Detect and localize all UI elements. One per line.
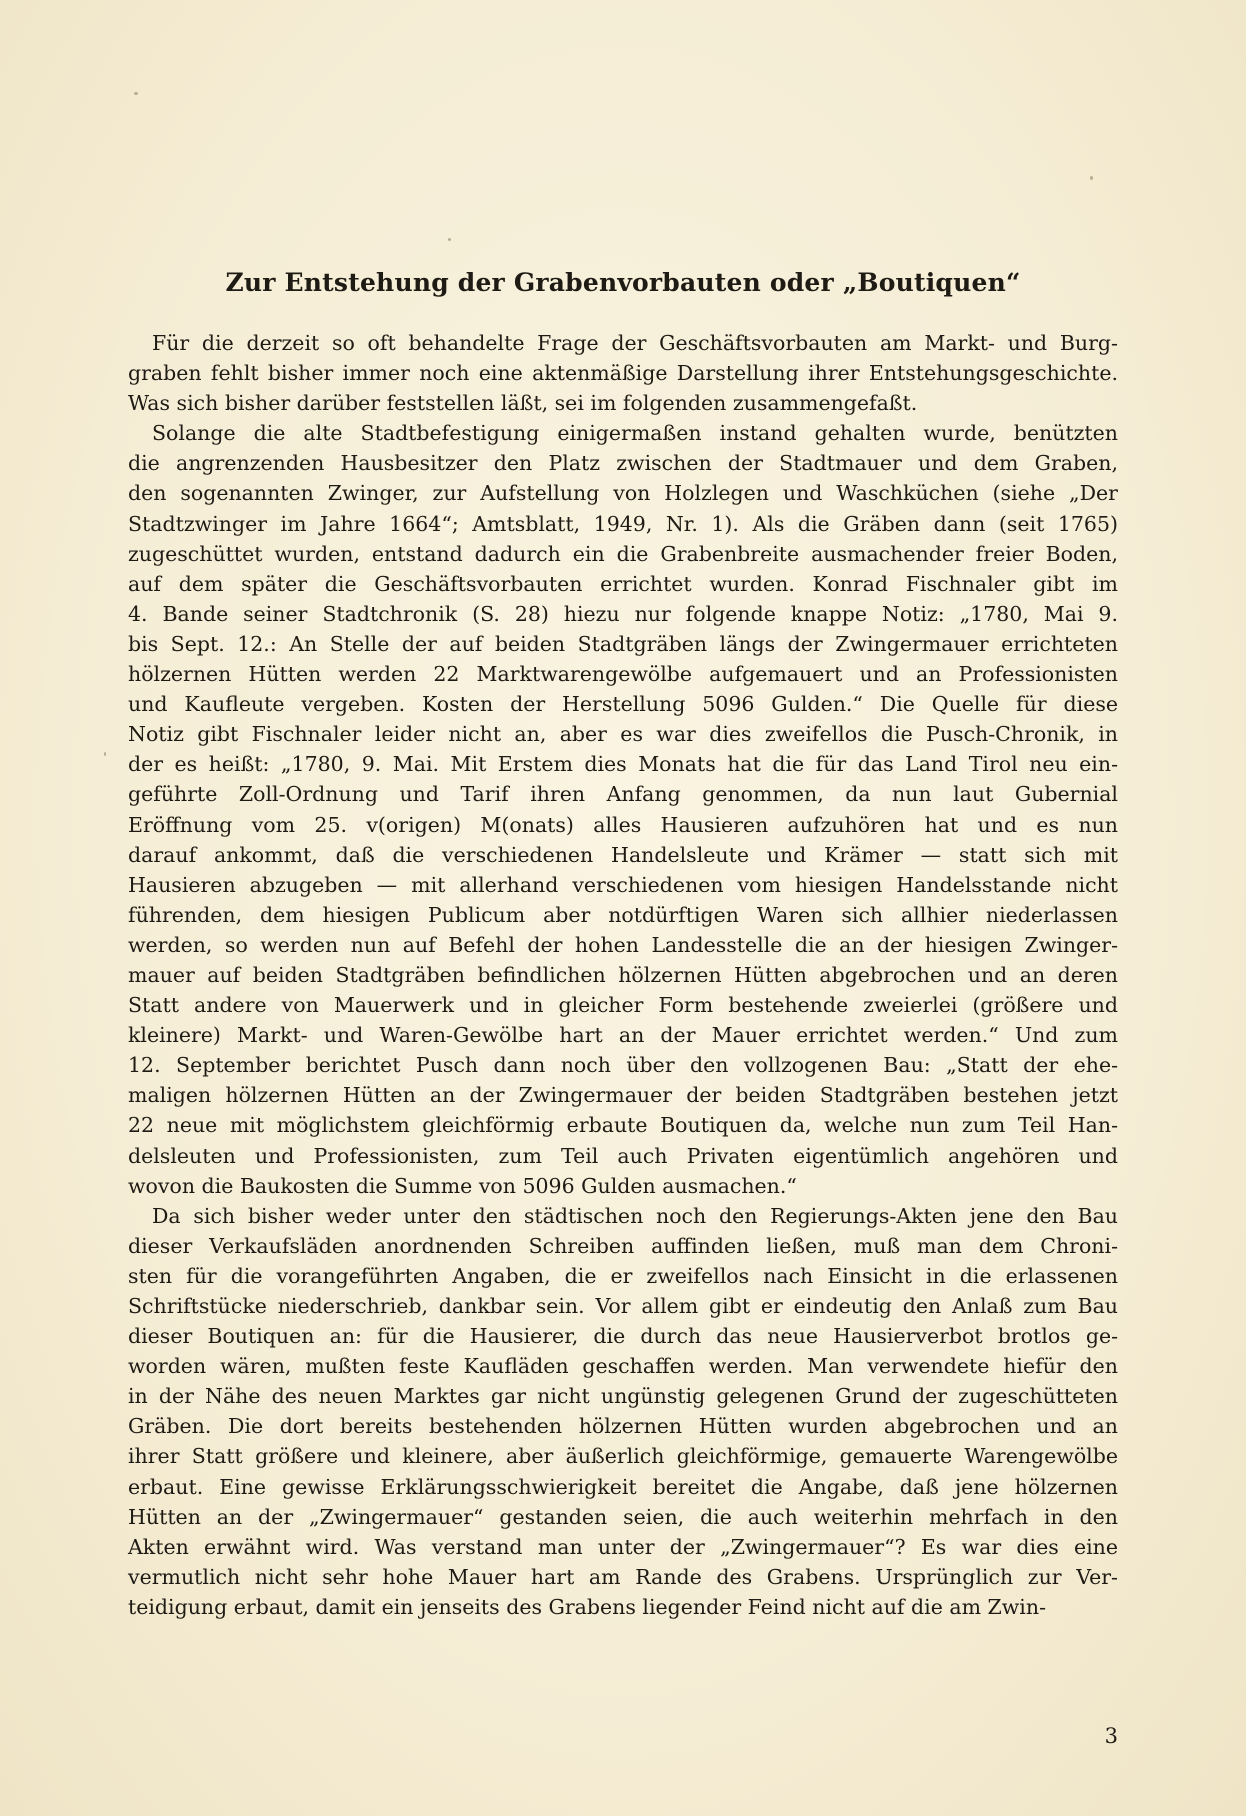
text-line: auf dem später die Geschäftsvorbauten errichtet wurden. Konrad Fischnaler gibt im bbox=[128, 571, 1118, 596]
page-number: 3 bbox=[1104, 1724, 1118, 1748]
text-line: Was sich bisher darüber feststellen läßt, sei im folgenden zusammengefaßt. bbox=[128, 391, 918, 416]
text-line: hölzernen Hütten werden 22 Marktwarengewölbe aufgemauert und an Professionisten bbox=[128, 662, 1118, 687]
text-line: delsleuten und Professionisten, zum Teil auch Privaten eigentümlich angehören und bbox=[128, 1143, 1118, 1168]
paragraph bbox=[128, 418, 1118, 1200]
text-line: Solange die alte Stadtbefestigung einigermaßen instand gehalten wurde, benützten bbox=[152, 421, 1118, 446]
text-line: Hütten an der „Zwingermauer“ gestanden seien, die auch weiterhin mehrfach in den bbox=[128, 1504, 1118, 1529]
text-line: dieser Verkaufsläden anordnenden Schreiben auffinden ließen, muß man dem Chroni- bbox=[128, 1233, 1118, 1258]
paragraph bbox=[128, 1201, 1118, 1622]
text-line: geführte Zoll-Ordnung und Tarif ihren Anfang genommen, da nun laut Gubernial bbox=[128, 782, 1118, 807]
text-line: 4. Bande seiner Stadtchronik (S. 28) hiezu nur folgende knappe Notiz: „1780, Mai 9. bbox=[128, 601, 1118, 626]
text-line: Stadtzwinger im Jahre 1664“; Amtsblatt, 1949, Nr. 1). Als die Gräben dann (seit 1765) bbox=[128, 511, 1118, 536]
text-line: sten für die vorangeführten Angaben, die er zweifellos nach Einsicht in die erlassenen bbox=[128, 1263, 1118, 1288]
text-line: Da sich bisher weder unter den städtischen noch den Regierungs-Akten jene den Bau bbox=[152, 1203, 1118, 1228]
text-line: zugeschüttet wurden, entstand dadurch ein die Grabenbreite ausmachender freier Boden, bbox=[128, 541, 1118, 566]
text-line: Akten erwähnt wird. Was verstand man unter der „Zwingermauer“? Es war dies eine bbox=[128, 1534, 1118, 1559]
paragraph bbox=[128, 328, 1118, 418]
text-line: wovon die Baukosten die Summe von 5096 Gulden ausmachen.“ bbox=[128, 1173, 797, 1198]
article-body bbox=[128, 328, 1118, 1622]
paper-speck bbox=[448, 238, 451, 241]
text-line: Notiz gibt Fischnaler leider nicht an, aber es war dies zweifellos die Pusch-Chronik, in bbox=[128, 722, 1118, 747]
paper-speck bbox=[1090, 176, 1093, 180]
paper-speck bbox=[134, 92, 138, 95]
text-line: graben fehlt bisher immer noch eine aktenmäßige Darstellung ihrer Entstehungsgeschichte. bbox=[128, 361, 1118, 386]
text-line: Für die derzeit so oft behandelte Frage der Geschäftsvorbauten am Markt- und Burg- bbox=[152, 331, 1118, 355]
text-line: ihrer Statt größere und kleinere, aber äußerlich gleichförmige, gemauerte Warengewölbe bbox=[128, 1444, 1118, 1469]
text-line: Schriftstücke niederschrieb, dankbar sein. Vor allem gibt er eindeutig den Anlaß zum Bau bbox=[128, 1294, 1118, 1318]
text-line: teidigung erbaut, damit ein jenseits des Grabens liegender Feind nicht auf die am Zwin- bbox=[128, 1594, 1046, 1619]
text-line: worden wären, mußten feste Kaufläden geschaffen werden. Man verwendete hiefür den bbox=[128, 1354, 1118, 1379]
text-line: 12. September berichtet Pusch dann noch über den vollzogenen Bau: „Statt der ehe- bbox=[128, 1053, 1118, 1078]
paper-speck bbox=[104, 752, 106, 756]
text-line: bis Sept. 12.: An Stelle der auf beiden Stadtgräben längs der Zwingermauer errichteten bbox=[128, 631, 1118, 656]
text-line: maligen hölzernen Hütten an der Zwingermauer der beiden Stadtgräben bestehen jetzt bbox=[128, 1083, 1118, 1108]
text-line: den sogenannten Zwinger, zur Aufstellung von Holzlegen und Waschküchen (siehe „Der bbox=[128, 481, 1118, 506]
text-line: und Kaufleute vergeben. Kosten der Herstellung 5096 Gulden.“ Die Quelle für diese bbox=[128, 692, 1118, 717]
text-line: vermutlich nicht sehr hohe Mauer hart am Rande des Grabens. Ursprünglich zur Ver- bbox=[128, 1564, 1118, 1589]
text-line: Gräben. Die dort bereits bestehenden hölzernen Hütten wurden abgebrochen und an bbox=[128, 1414, 1118, 1439]
text-line: erbaut. Eine gewisse Erklärungsschwierigkeit bereitet die Angabe, daß jene hölzernen bbox=[128, 1474, 1118, 1499]
text-line: die angrenzenden Hausbesitzer den Platz zwischen der Stadtmauer und dem Graben, bbox=[128, 451, 1118, 476]
article-title: Zur Entstehung der Grabenvorbauten oder „Boutiquen“ bbox=[225, 268, 1021, 297]
text-line: darauf ankommt, daß die verschiedenen Handelsleute und Krämer — statt sich mit bbox=[128, 842, 1118, 867]
text-line: kleinere) Markt- und Waren-Gewölbe hart an der Mauer errichtet werden.“ Und zum bbox=[128, 1023, 1118, 1048]
text-line: Statt andere von Mauerwerk und in gleicher Form bestehende zweierlei (größere und bbox=[128, 993, 1118, 1018]
text-line: Hausieren abzugeben — mit allerhand verschiedenen vom hiesigen Handelsstande nicht bbox=[128, 872, 1118, 897]
text-line: dieser Boutiquen an: für die Hausierer, die durch das neue Hausierverbot brotlos ge- bbox=[128, 1324, 1118, 1349]
text-line: in der Nähe des neuen Marktes gar nicht ungünstig gelegenen Grund der zugeschütteten bbox=[128, 1384, 1118, 1409]
text-line: Eröffnung vom 25. v(origen) M(onats) alles Hausieren aufzuhören hat und es nun bbox=[128, 812, 1118, 837]
text-line: werden, so werden nun auf Befehl der hohen Landesstelle die an der hiesigen Zwinger- bbox=[128, 932, 1118, 957]
text-line: mauer auf beiden Stadtgräben befindlichen hölzernen Hütten abgebrochen und an deren bbox=[128, 962, 1118, 987]
text-line: 22 neue mit möglichstem gleichförmig erbaute Boutiquen da, welche nun zum Teil Han- bbox=[128, 1113, 1118, 1138]
text-line: der es heißt: „1780, 9. Mai. Mit Erstem dies Monats hat die für das Land Tirol neu ein- bbox=[128, 752, 1118, 777]
text-line: führenden, dem hiesigen Publicum aber notdürftigen Waren sich allhier niederlassen bbox=[128, 902, 1118, 927]
